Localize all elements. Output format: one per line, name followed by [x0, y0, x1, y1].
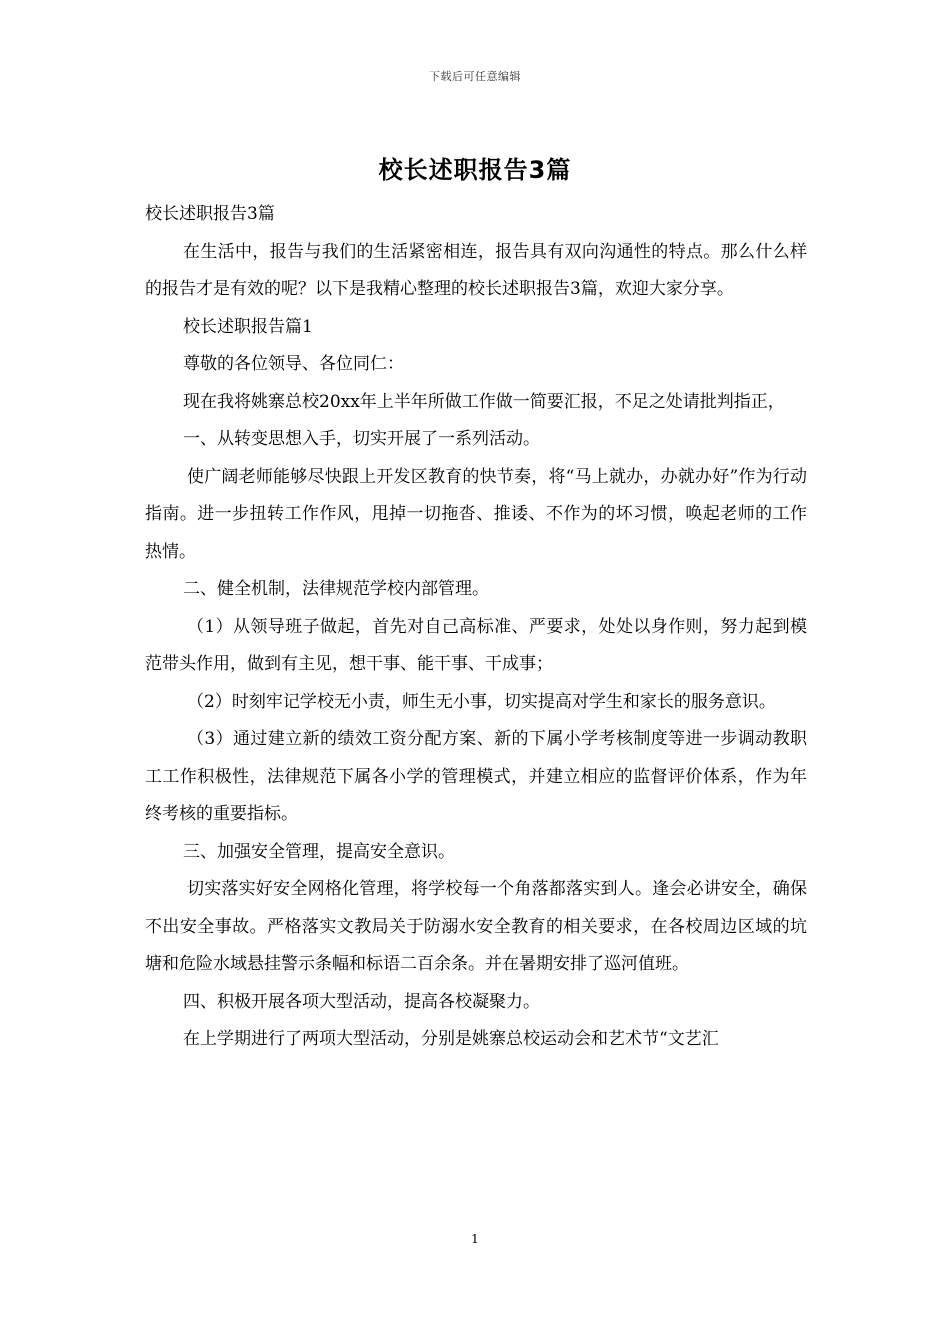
paragraph-item-2: （2）时刻牢记学校无小责，师生无小事，切实提高对学生和家长的服务意识。: [187, 691, 776, 712]
paragraph-point-1: 使广阔老师能够尽快跟上开发区教育的快节奏，将“马上就办，办就办好”作为行动指南。进一步扭转工作作风，甩掉一切拖沓、推诿、不作为的坏习惯，唤起老师的工作热情。: [145, 466, 807, 562]
heading-point-4: 四、积极开展各项大型活动，提高各校凝聚力。: [183, 991, 540, 1012]
page-number: 1: [471, 1232, 479, 1246]
paragraph-point-4: 在上学期进行了两项大型活动，分别是姚寨总校运动会和艺术节“文艺汇: [183, 1029, 719, 1049]
paragraph-item-1: （1）从领导班子做起，首先对自己高标准、严要求，处处以身作则，努力起到模范带头作用，做到有主见，想干事、能干事、干成事；: [145, 616, 807, 674]
header-note: 下载后可任意编辑: [429, 70, 521, 83]
document-title: 校长述职报告3篇: [378, 156, 572, 184]
subtitle-line: 校长述职报告3篇: [145, 204, 275, 224]
heading-point-3: 三、加强安全管理，提高安全意识。: [183, 841, 455, 862]
paragraph-point-3: 切实落实好安全网格化管理，将学校每一个角落都落实到人。逢会必讲安全，确保不出安全事故。严格落实文教局关于防溺水安全教育的相关要求，在各校周边区域的坑塘和危险水域悬挂警示条幅和标语二百余条。并在暑期安排了巡河值班。: [145, 879, 807, 974]
heading-point-2: 二、健全机制，法律规范学校内部管理。: [183, 579, 489, 599]
section-heading-report-1: 校长述职报告篇1: [183, 316, 313, 337]
paragraph-item-3: （3）通过建立新的绩效工资分配方案、新的下属小学考核制度等进一步调动教职工工作积极性，法律规范下属各小学的管理模式，并建立相应的监督评价体系，作为年终考核的重要指标。: [145, 729, 807, 824]
intro-paragraph: 在生活中，报告与我们的生活紧密相连，报告具有双向沟通性的特点。那么什么样的报告才是有效的呢？以下是我精心整理的校长述职报告3篇，欢迎大家分享。: [145, 241, 807, 299]
document-body: [145, 196, 807, 1059]
heading-point-1: 一、从转变思想入手，切实开展了一系列活动。: [183, 429, 540, 449]
salutation: 尊敬的各位领导、各位同仁：: [183, 354, 404, 374]
paragraph-summary: 现在我将姚寨总校20xx年上半年所做工作做一简要汇报，不足之处请批判指正，: [183, 391, 785, 412]
